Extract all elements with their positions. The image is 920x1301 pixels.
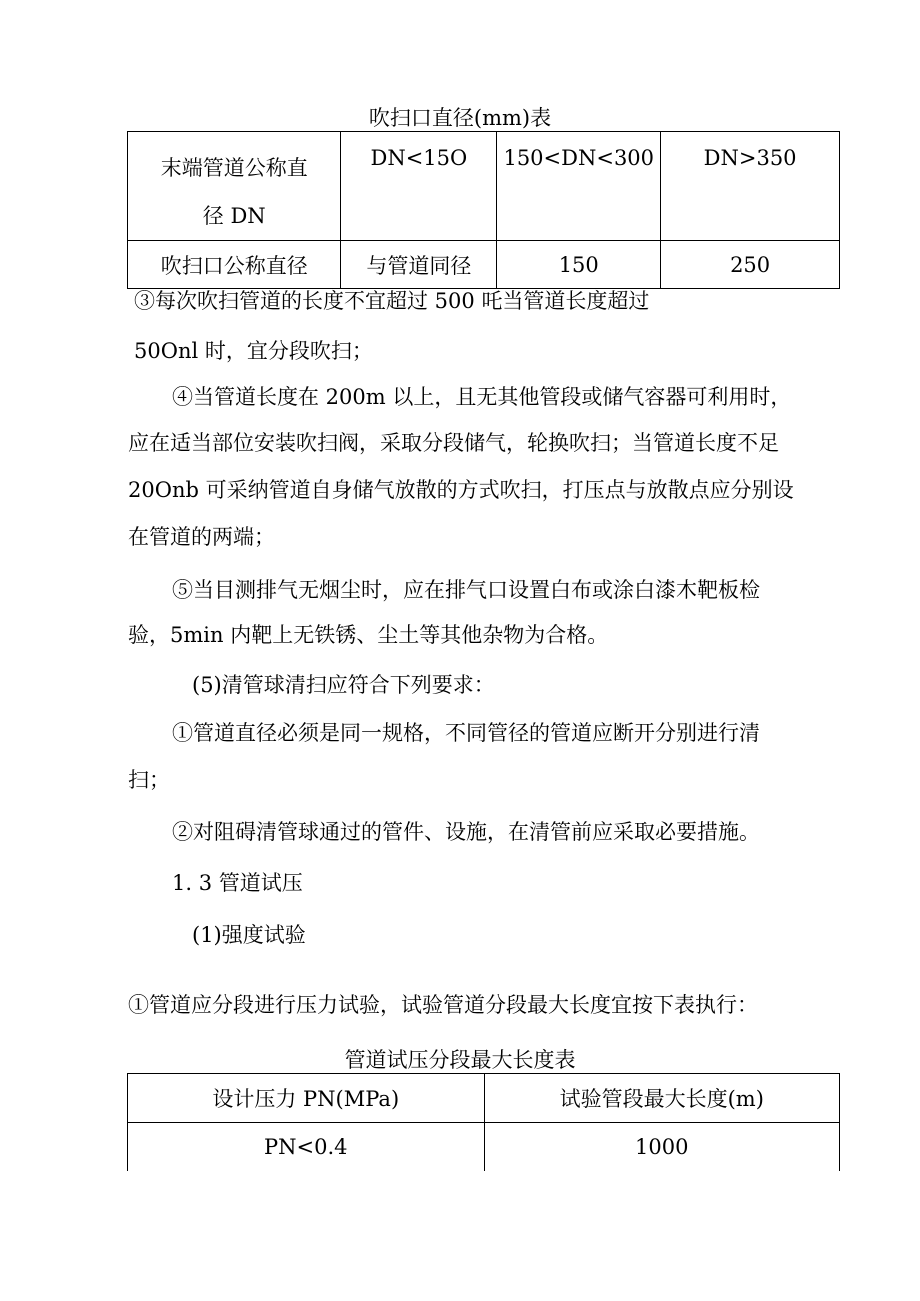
table2-row (128, 1123, 840, 1171)
paragraph-4-line4: 在管道的两端； (128, 525, 275, 549)
table2-caption: 管道试压分段最大长度表 (344, 1048, 576, 1072)
table1-header-cell: 150<DN<300 (497, 132, 661, 241)
item-1-segment-test: ①管道应分段进行压力试验，试验管道分段最大长度宜按下表执行： (128, 993, 758, 1017)
paragraph-5-line1: ⑤当目测排气无烟尘时，应在排气口设置白布或涂白漆木靶板检 (172, 578, 760, 602)
section-5-heading: (5)清管球清扫应符合下列要求： (192, 673, 495, 697)
table1-row-label: 吹扫口公称直径 (128, 241, 341, 289)
paragraph-5-line2: 验，5min 内靶上无铁锈、尘土等其他杂物为合格。 (128, 623, 609, 647)
table2-header-row (128, 1074, 840, 1123)
header-label-line2: 径 DN (202, 204, 266, 228)
table1-row (128, 241, 840, 289)
paragraph-4-line2: 应在适当部位安装吹扫阀，采取分段储气，轮换吹扫；当管道长度不足 (128, 431, 779, 455)
table2-header-cell: 试验管段最大长度(m) (484, 1074, 839, 1123)
table1-header-row (128, 132, 840, 241)
table2-header-cell: 设计压力 PN(MPa) (128, 1074, 485, 1123)
table1-header-cell: DN>350 (661, 132, 840, 241)
table2 (127, 1073, 840, 1171)
paragraph-3-line2: 50Onl 时，宜分段吹扫； (134, 339, 373, 363)
item-1-line2: 扫； (128, 768, 170, 792)
table1 (127, 131, 840, 289)
header-label-line1: 末端管道公称直 (160, 156, 308, 180)
table1-cell: 150 (497, 241, 661, 289)
table1-caption: 吹扫口直径(mm)表 (368, 106, 552, 130)
section-1-3-heading: 1. 3 管道试压 (172, 871, 303, 895)
table1-cell: 250 (661, 241, 840, 289)
strength-test-heading: (1)强度试验 (192, 923, 306, 947)
item-1-line1: ①管道直径必须是同一规格，不同管径的管道应断开分别进行清 (172, 721, 760, 745)
table1-header-cell: DN<15O (341, 132, 497, 241)
table1-cell: 与管道同径 (341, 241, 497, 289)
table2-cell: 1000 (484, 1123, 839, 1171)
paragraph-4-line1: ④当管道长度在 200m 以上，且无其他管段或储气容器可利用时， (172, 385, 792, 409)
item-2: ②对阻碍清管球通过的管件、设施，在清管前应采取必要措施。 (172, 820, 760, 844)
paragraph-4-line3: 20Onb 可采纳管道自身储气放散的方式吹扫，打压点与放散点应分别设 (128, 478, 794, 502)
table1-header-label (128, 132, 341, 241)
table2-cell: PN<0.4 (128, 1123, 485, 1171)
paragraph-3-line1: ③每次吹扫管道的长度不宜超过 500 吒当管道长度超过 (134, 289, 650, 313)
